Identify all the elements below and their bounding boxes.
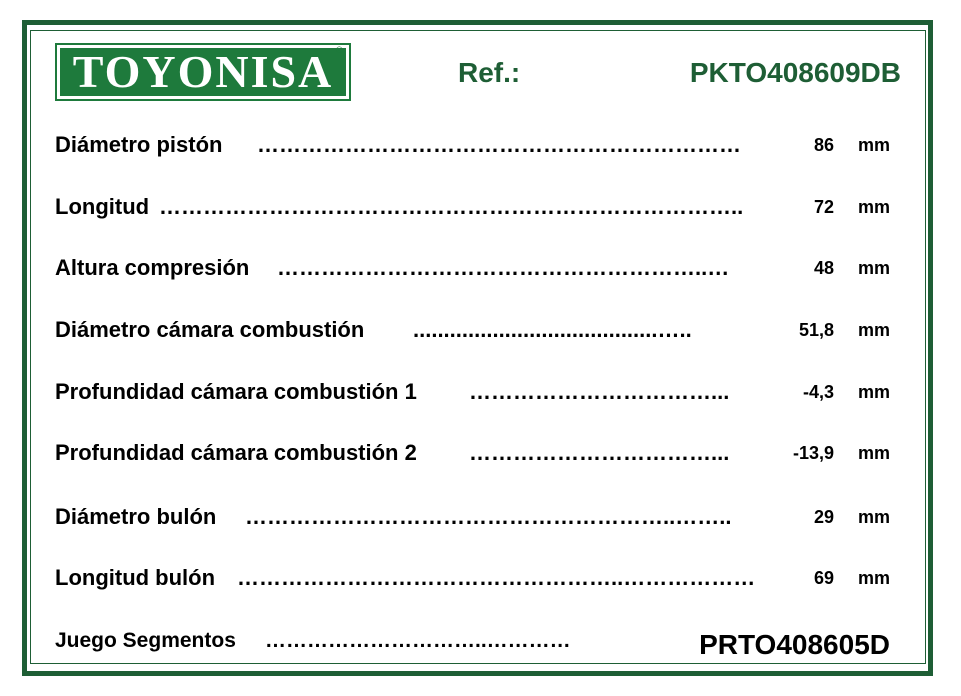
segments-code: PRTO408605D xyxy=(699,629,890,660)
spec-unit: mm xyxy=(857,320,890,340)
spec-label: Profundidad cámara combustión 2 xyxy=(55,440,417,465)
spec-unit: mm xyxy=(857,443,890,463)
spec-label: Profundidad cámara combustión 1 xyxy=(55,379,417,404)
spec-row xyxy=(55,315,890,345)
segments-label: Juego Segmentos xyxy=(55,629,236,652)
leader-dots: …………………………………………………..…….. xyxy=(245,504,732,529)
spec-unit: mm xyxy=(857,135,890,155)
spec-unit: mm xyxy=(857,507,890,527)
leader-dots: ……………………………... xyxy=(469,379,730,404)
spec-label: Diámetro cámara combustión xyxy=(55,317,365,342)
ref-label: Ref.: xyxy=(458,57,521,88)
registered-mark: ® xyxy=(336,45,343,55)
spec-value: 51,8 xyxy=(798,320,834,340)
logo-text: TOYONISA xyxy=(60,48,346,96)
spec-value: 86 xyxy=(813,135,834,155)
spec-label: Diámetro pistón xyxy=(55,132,223,157)
spec-value: 72 xyxy=(813,197,834,217)
spec-row xyxy=(55,502,890,532)
leader-dots: …………………………..………… xyxy=(265,629,571,652)
spec-label: Longitud bulón xyxy=(55,565,216,590)
leader-dots: ……………………………………………..……………… xyxy=(237,565,756,590)
spec-row xyxy=(55,130,890,160)
spec-value: 29 xyxy=(813,507,834,527)
spec-unit: mm xyxy=(857,382,890,402)
spec-value: 48 xyxy=(813,258,834,278)
spec-unit: mm xyxy=(857,197,890,217)
leader-dots: …………………………………………………..… xyxy=(277,255,730,280)
spec-value: 69 xyxy=(813,568,834,588)
spec-label: Altura compresión xyxy=(55,255,250,280)
ref-code: PKTO408609DB xyxy=(689,57,901,88)
brand-logo xyxy=(55,43,351,101)
spec-row xyxy=(55,192,890,222)
spec-row xyxy=(55,563,890,593)
leader-dots: ……………………………... xyxy=(469,440,730,465)
leader-dots: …………………………………………………………………….. xyxy=(159,194,744,219)
spec-row xyxy=(55,438,890,468)
leader-dots: ........................................….. xyxy=(413,317,692,342)
spec-value: -13,9 xyxy=(792,443,834,463)
spec-row xyxy=(55,253,890,283)
spec-label: Longitud xyxy=(55,194,150,219)
leader-dots: ………………………………………………………… xyxy=(257,132,741,157)
spec-value: -4,3 xyxy=(802,382,834,402)
spec-label: Diámetro bulón xyxy=(55,504,217,529)
spec-unit: mm xyxy=(857,568,890,588)
spec-row xyxy=(55,377,890,407)
spec-unit: mm xyxy=(857,258,890,278)
